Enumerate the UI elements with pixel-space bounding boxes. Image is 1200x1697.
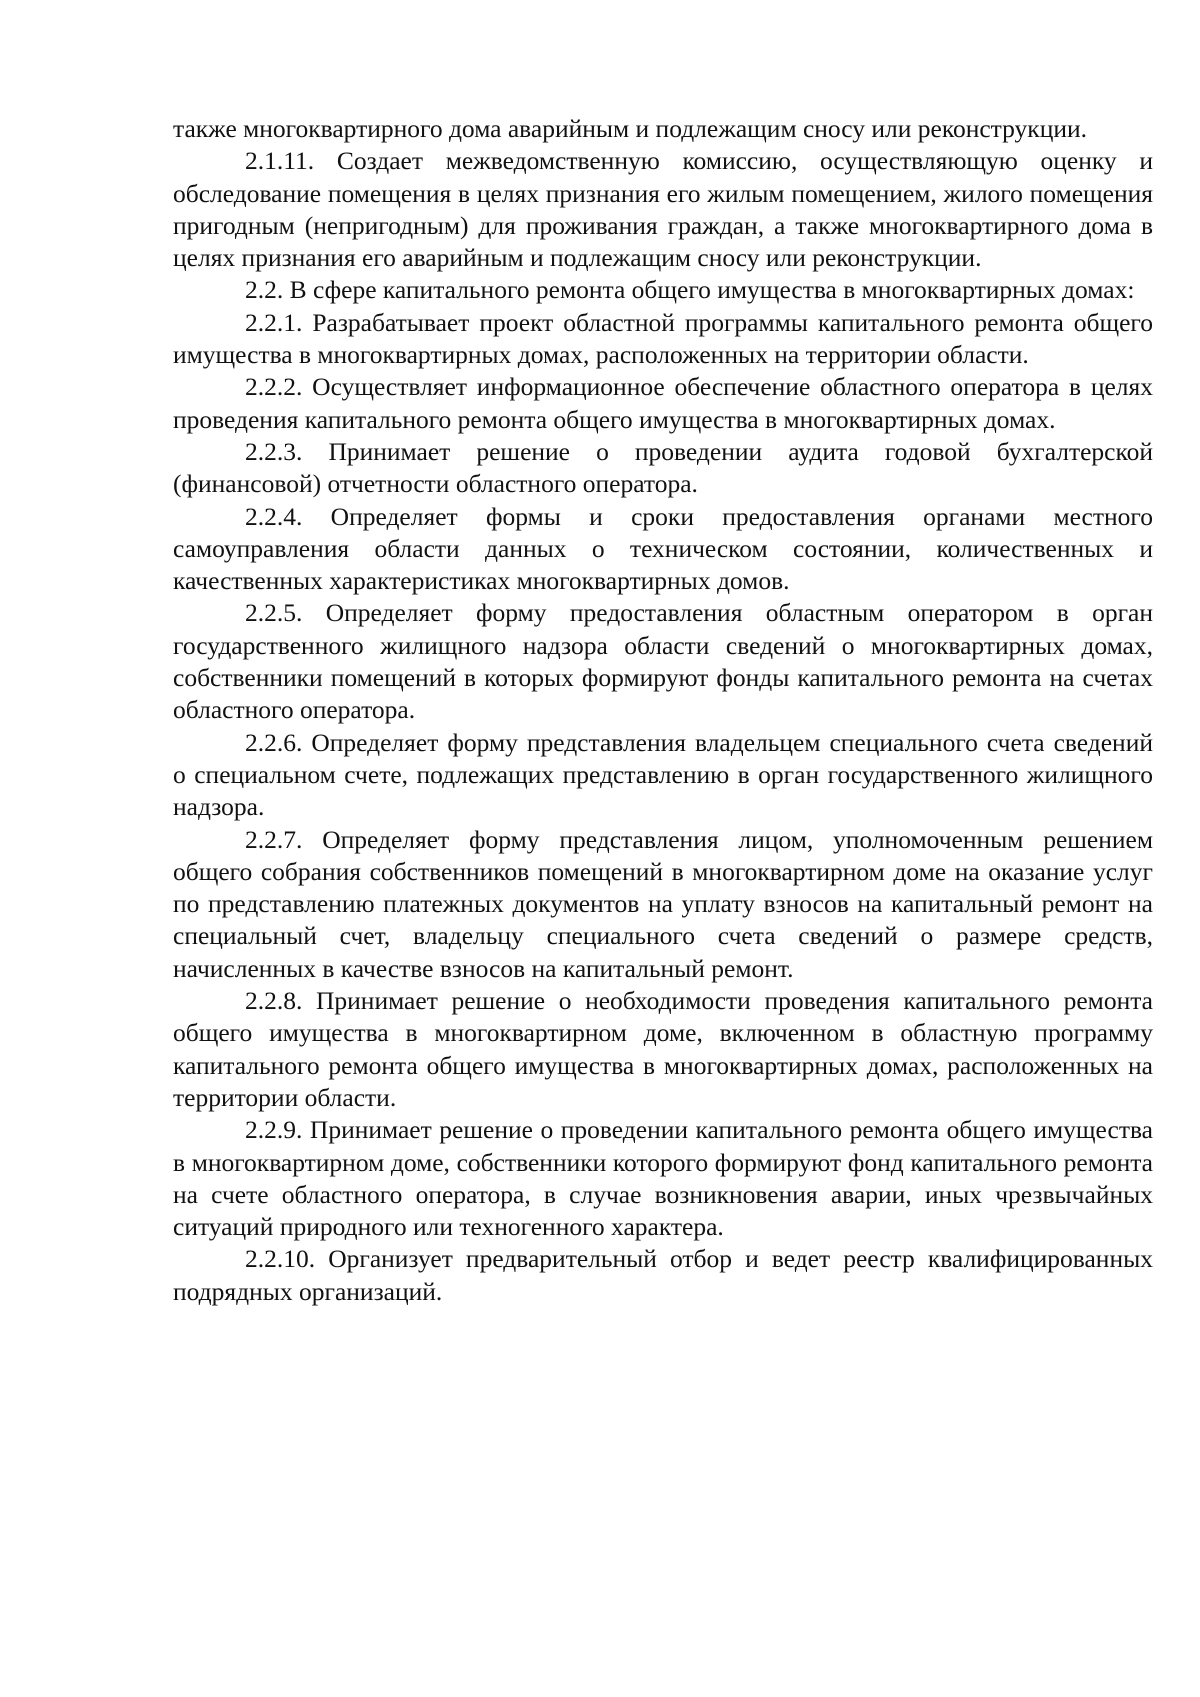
document-body: [173, 113, 1153, 1308]
paragraph-2-2-8: 2.2.8. Принимает решение о необходимости проведения капитального ремонта общего имущества в многоквартирном доме, включенном в областную программу капитального ремонта общего имущества в многоквартирных домах, расположенных на территории области.: [173, 986, 1153, 1112]
paragraph-2-2-5: 2.2.5. Определяет форму предоставления областным оператором в орган государственного жилищного надзора области сведений о многоквартирных домах, собственники помещений в которых формируют фонды капитального ремонта на счетах областного оператора.: [173, 598, 1153, 725]
paragraph-2-2-10: 2.2.10. Организует предварительный отбор и ведет реестр квалифицированных подрядных организаций.: [173, 1244, 1153, 1306]
paragraph-2-2-7: 2.2.7. Определяет форму представления лицом, уполномоченным решением общего собрания собственников помещений в многоквартирном доме на оказание услуг по представлению платежных документов на уплату взносов на капитальный ремонт на специальный счет, владельцу специального счета сведений о размере средств, начисленных в качестве взносов на капитальный ремонт.: [173, 824, 1153, 983]
paragraph-2-2: 2.2. В сфере капитального ремонта общего имущества в многоквартирных домах:: [245, 275, 1135, 305]
paragraph-2-1-11: 2.1.11. Создает межведомственную комиссию, осуществляющую оценку и обследование помещения в целях признания его жилым помещением, жилого помещения пригодным (непригодным) для проживания граждан, а также многоквартирного дома в целях признания его аварийным и подлежащим сносу или реконструкции.: [173, 146, 1153, 273]
paragraph-2-2-1: 2.2.1. Разрабатывает проект областной программы капитального ремонта общего имущества в многоквартирных домах, расположенных на территории области.: [173, 307, 1153, 370]
paragraph-2-2-9: 2.2.9. Принимает решение о проведении капитального ремонта общего имущества в многоквартирном доме, собственники которого формируют фонд капитального ремонта на счете областного оператора, в случае возникновения аварии, иных чрезвычайных ситуаций природного или техногенного характера.: [173, 1115, 1153, 1242]
paragraph-2-2-6: 2.2.6. Определяет форму представления владельцем специального счета сведений о специальном счете, подлежащих представлению в орган государственного жилищного надзора.: [173, 727, 1153, 822]
paragraph-2-2-2: 2.2.2. Осуществляет информационное обеспечение областного оператора в целях проведения капитального ремонта общего имущества в многоквартирных домах.: [173, 372, 1153, 434]
paragraph-2-2-3: 2.2.3. Принимает решение о проведении аудита годовой бухгалтерской (финансовой) отчетности областного оператора.: [173, 436, 1153, 499]
paragraph-2-2-4: 2.2.4. Определяет формы и сроки предоставления органами местного самоуправления области данных о техническом состоянии, количественных и качественных характеристиках многоквартирных домов.: [173, 501, 1153, 596]
paragraph-continuation: также многоквартирного дома аварийным и подлежащим сносу или реконструкции.: [173, 114, 1088, 143]
